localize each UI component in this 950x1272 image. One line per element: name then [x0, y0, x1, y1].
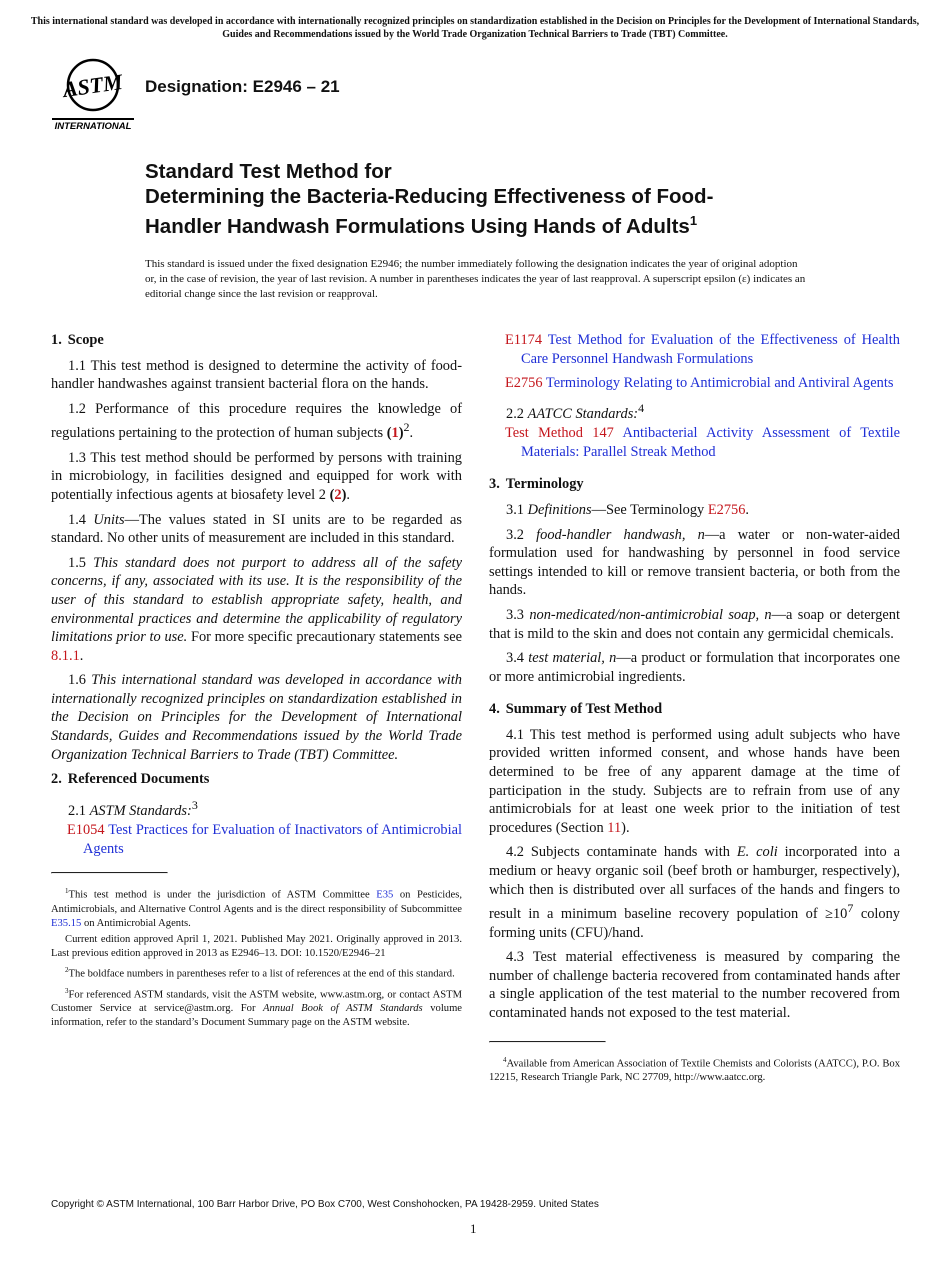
ref-title-link[interactable]: Test Practices for Evaluation of Inactivators of Antimicrobial Agents: [83, 822, 462, 857]
para-3-4: 3.4 test material, n—a product or formulation that incorporates one or more antimicrobial ingredients.: [489, 650, 900, 685]
right-column: [489, 331, 900, 1087]
ref-link-2[interactable]: 2: [334, 486, 342, 503]
para-1-3: 1.3 This test method should be performed by persons with training in microbiology, in facilities designed and equipped for work with potentially infectious agents at biosafety level 2 (2).: [51, 449, 462, 503]
ref-item: [505, 374, 900, 393]
logo-sub-text: INTERNATIONAL: [54, 121, 132, 130]
page-number: 1: [470, 1221, 477, 1236]
footnotes-right: [489, 1041, 900, 1086]
para-4-1: 4.1 This test method is performed using adult subjects who have provided written informed consent, and whose hands have been determined to be free of any apparent damage at the time of participation in the study. Subjects are to refrain from use of any antimicrobials for at least one week prior to the initiation of test procedures (Section 11).: [489, 726, 900, 836]
ref-item: [505, 424, 900, 461]
ref-title-link[interactable]: Terminology Relating to Antimicrobial and Antiviral Agents: [545, 375, 894, 392]
para-3-3: 3.3 non-medicated/non-antimicrobial soap, n—a soap or detergent that is mild to the skin and does not contain any germicidal chemicals.: [489, 606, 900, 642]
footnote-3: $^3$For referenced ASTM standards, visit the ASTM website, www.astm.org, or contact ASTM Customer Service at service@astm.org. For Annual Book of ASTM Standards volume information, refer to the standard’s Document Summary page on the ASTM website.: [51, 986, 463, 1029]
ref-item: [67, 821, 462, 858]
title-line-2: Determining the Bacteria-Reducing Effectiveness of Food-: [145, 184, 714, 208]
para-1-6: 1.6 This international standard was developed in accordance with internationally recognized principles on standardization established in the Decision on Principles for the Development of International Standards, Guides and Recommendations issued by the World Trade Organization Technical Barriers to Trade (TBT) Committee.: [51, 672, 462, 763]
section-2-heading: 2. Referenced Documents: [51, 771, 210, 788]
para-1-1: 1.1 This test method is designed to determine the activity of food-handler handwashes against transient bacterial flora on the hands.: [51, 357, 462, 393]
footnote-2: $^2$The boldface numbers in parentheses refer to a list of references at the end of this standard.: [65, 965, 455, 980]
footnote-1: $^1$This test method is under the jurisdiction of ASTM Committee E35 on Pesticides, Antimicrobials, and Alternative Control Agents and is the direct responsibility of Subcommittee E35.15 on Antimicrobial Agents.: [51, 887, 462, 929]
footnote-4: $^4$Available from American Association of Textile Chemists and Colorists (AATCC), P.O. Box 12215, Research Triangle Park, NC 27709, http://www.aatcc.org.: [489, 1055, 900, 1084]
title-line-3: [145, 209, 885, 239]
para-3-1: 3.1 Definitions—See Terminology E2756.: [506, 501, 750, 518]
link-e35[interactable]: E35: [376, 889, 394, 901]
ref-item: [505, 331, 900, 368]
para-2-2: 2.2 AATCC Standards:$^4$: [506, 400, 645, 422]
left-column: [51, 331, 462, 1032]
section-4-heading: 4. Summary of Test Method: [489, 701, 663, 718]
title-line-3-text: Handler Handwash Formulations Using Hands of Adults: [145, 214, 690, 238]
para-2-1: 2.1 ASTM Standards:$^3$: [68, 797, 198, 819]
ref-title-link[interactable]: Test Method for Evaluation of the Effectiveness of Health Care Personnel Handwash Formulations: [521, 332, 900, 367]
ref-code-link[interactable]: E1174: [505, 332, 543, 348]
astm-logo: [52, 58, 134, 130]
copyright: Copyright © ASTM International, 100 Barr Harbor Drive, PO Box C700, West Conshohocken, PA 19428-2959. United States: [51, 1199, 599, 1210]
ref-link-1[interactable]: 1: [391, 425, 399, 442]
para-1-5: 1.5 This standard does not purport to address all of the safety concerns, if any, associated with its use. It is the responsibility of the user of this standard to establish appropriate safety, health, and environmental practices and determine the applicability of regulatory limitations prior to use. For more specific precautionary statements see 8.1.1.: [51, 554, 462, 664]
para-4-3: 4.3 Test material effectiveness is measured by comparing the number of challenge bacteria recovered from contaminated hands after a single application of the test material to the number recovered from contaminated hands not exposed to the test material.: [489, 949, 900, 1021]
ref-code-link[interactable]: E1054: [67, 822, 105, 839]
ref-code-link[interactable]: E2756: [505, 375, 543, 392]
ref-code-link[interactable]: Test Method 147: [505, 425, 614, 442]
section-1-heading: 1. Scope: [51, 332, 104, 348]
para-4-2: 4.2 Subjects contaminate hands with E. coli incorporated into a medium or heavy organic soil (beef broth or hamburger, respectively), which then is distributed over all surfaces of the hands and fingers to result in a minimum baseline recovery population of $\ge 10^7$ colony forming units (CFU)/hand.: [489, 844, 900, 941]
ref-title-link[interactable]: Antibacterial Activity Assessment of Textile Materials: Parallel Streak Method: [521, 425, 901, 460]
top-notice: This international standard was developed in accordance with internationally recognized principles on standardization established in the Decision on Principles for the Development of International Standards, Guides and Recommendations issued by the World Trade Organization Technical Barriers to Trade (TBT) Committee.: [30, 16, 920, 40]
footnotes-left: [51, 872, 462, 1030]
link-8-1-1[interactable]: 8.1.1: [51, 647, 80, 664]
link-e2756[interactable]: E2756: [707, 501, 746, 518]
para-1-2: 1.2 Performance of this procedure requires the knowledge of regulations pertaining to the protection of human subjects $(1)^2$.: [51, 400, 462, 442]
title-line-1: Standard Test Method for: [145, 160, 392, 183]
title-footnote-mark: 1: [689, 213, 698, 228]
para-1-4: 1.4 Units—The values stated in SI units are to be regarded as standard. No other units of measurement are included in this standard.: [51, 511, 462, 547]
link-e35-15[interactable]: E35.15: [51, 917, 82, 929]
section-3-heading: 3. Terminology: [489, 476, 584, 493]
preamble: This standard is issued under the fixed designation E2946; the number immediately following the designation indicates the year of original adoption or, in the case of revision, the year of last revision. A number in parentheses indicates the year of last reapproval. A superscript epsilon (ε) indicates an editorial change since the last revision or reapproval.: [145, 258, 806, 300]
link-section-11[interactable]: 11: [607, 819, 622, 836]
para-3-2: 3.2 food-handler handwash, n—a water or non-water-aided formulation used for handwashing by personnel in food service settings intended to kill or remove transient bacteria, or both from the hands.: [489, 526, 900, 599]
logo-mark-text: ASTM: [61, 68, 125, 103]
designation: Designation: E2946 – 21: [145, 77, 340, 96]
footnote-1-edition: Current edition approved April 1, 2021. Published May 2021. Originally approved in 2013. Last previous edition approved in 2013 as E2946–13. DOI: 10.1520/E2946–21: [51, 933, 462, 959]
page-title: [145, 160, 885, 239]
